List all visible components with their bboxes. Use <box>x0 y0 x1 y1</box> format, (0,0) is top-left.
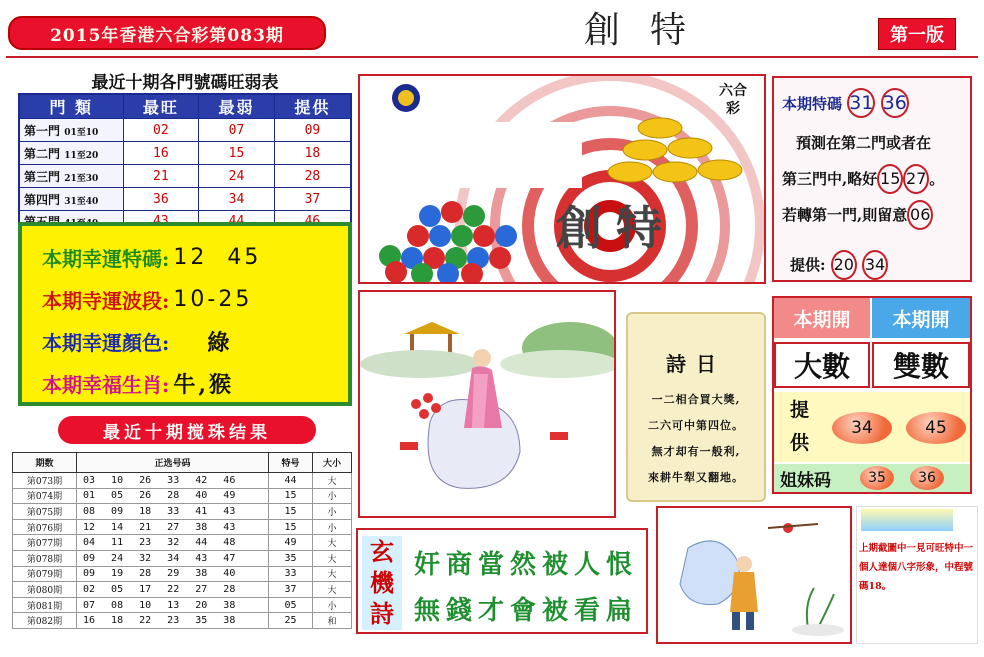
cold-cell: 24 <box>199 165 275 188</box>
size-cell: 小 <box>313 519 352 535</box>
nums-cell: 04 11 23 32 44 48 <box>77 535 269 551</box>
table-row <box>19 188 351 211</box>
offer-cell: 37 <box>274 188 351 211</box>
col-header-offer: 提供 <box>274 94 351 119</box>
special-c3: 06 <box>907 200 933 230</box>
traveler-illustration <box>656 506 852 644</box>
hill-left <box>360 350 480 378</box>
logo-text: 六合彩 <box>719 83 747 117</box>
size-cell: 大 <box>313 535 352 551</box>
special-line-2 <box>782 164 944 194</box>
cold-cell: 15 <box>199 142 275 165</box>
issue-title: 2015年香港六合彩第083期 <box>8 16 326 50</box>
sister-ball-2: 36 <box>910 466 944 490</box>
header-divider <box>6 56 978 58</box>
nums-cell: 09 19 28 29 38 40 <box>77 566 269 582</box>
big-number-label: 大數 <box>774 342 870 388</box>
gate-range: 31至40 <box>64 196 99 207</box>
special-line-2-text: 第三門中,略好 <box>782 170 878 188</box>
period-cell: 第077期 <box>13 535 77 551</box>
gate-range: 01至10 <box>64 127 99 138</box>
results-table <box>12 452 352 629</box>
lucky-color-row <box>22 320 348 362</box>
lucky-special-label: 本期幸運特碼: <box>42 246 170 271</box>
special-cell: 15 <box>269 504 313 520</box>
special-c2: 27 <box>903 164 929 194</box>
special-offer-label: 提供: <box>790 256 826 274</box>
poem-line: 來耕牛犁又翻地。 <box>648 471 744 484</box>
offer-ball-1: 34 <box>832 412 892 444</box>
gate-table <box>18 93 352 235</box>
special-cell: 35 <box>269 550 313 566</box>
size-cell: 大 <box>313 550 352 566</box>
period-cell: 第073期 <box>13 473 77 489</box>
poem-title: 詩日 <box>666 352 726 376</box>
table-row <box>13 613 352 629</box>
special-cell: 15 <box>269 519 313 535</box>
ground-shadow <box>792 624 844 636</box>
plant-icon <box>807 588 834 628</box>
col-header-nums: 正选号码 <box>77 453 269 473</box>
offer-label: 提供 <box>790 399 810 454</box>
special-line-1: 預測在第二門或者在 <box>796 134 932 152</box>
col-header-cold: 最弱 <box>199 94 275 119</box>
nums-cell: 09 24 32 34 43 47 <box>77 550 269 566</box>
period-cell: 第081期 <box>13 597 77 613</box>
period-cell: 第076期 <box>13 519 77 535</box>
size-cell: 小 <box>313 488 352 504</box>
main-title: 創特 <box>583 9 716 51</box>
odd-even-header-right: 本期開 <box>872 298 970 338</box>
table-row <box>13 473 352 489</box>
sister-ball-1: 35 <box>860 466 894 490</box>
special-c1: 15 <box>877 164 903 194</box>
col-header-hot: 最旺 <box>123 94 199 119</box>
lucky-zodiac-value: 牛,猴 <box>173 371 235 398</box>
special-offer-row <box>790 250 888 280</box>
gate-cell <box>19 188 123 211</box>
special-cell: 44 <box>269 473 313 489</box>
special-cell: 25 <box>269 613 313 629</box>
size-cell: 小 <box>313 597 352 613</box>
special-line-3-text: 若轉第一門,則留意 <box>782 206 908 224</box>
lantern-icon <box>783 523 793 533</box>
gate-cell <box>19 142 123 165</box>
lucky-special-row <box>22 236 348 278</box>
col-header-gate: 門 類 <box>19 94 123 119</box>
table-row <box>13 582 352 598</box>
note-text: 上期截圖中一見可旺特中一個人達個八字形象，中程號碼18。 <box>859 543 974 592</box>
even-number-label: 雙數 <box>872 342 970 388</box>
lucky-color-value: 綠 <box>207 329 233 356</box>
odd-even-header-left: 本期開 <box>774 298 870 338</box>
nums-cell: 02 05 17 22 27 28 <box>77 582 269 598</box>
gate-name: 第一門 <box>24 123 61 138</box>
gate-table-header <box>19 94 351 119</box>
period-cell: 第082期 <box>13 613 77 629</box>
sister-code-label: 姐妹码 <box>780 470 831 491</box>
special-label: 本期特碼 <box>782 95 843 113</box>
gate-cell <box>19 119 123 142</box>
nums-cell: 03 10 26 33 42 46 <box>77 473 269 489</box>
lucky-special-value: 12 45 <box>173 244 262 270</box>
results-title: 最近十期搅珠结果 <box>58 416 316 444</box>
lucky-zodiac-label: 本期幸福生肖: <box>42 372 170 397</box>
cold-cell: 07 <box>199 119 275 142</box>
offer-cell: 28 <box>274 165 351 188</box>
size-cell: 大 <box>313 566 352 582</box>
table-row <box>13 550 352 566</box>
size-cell: 大 <box>313 473 352 489</box>
nums-cell: 07 08 10 13 20 38 <box>77 597 269 613</box>
special-cell: 49 <box>269 535 313 551</box>
poem-line: 一二相合買大獎, <box>651 393 741 406</box>
table-row <box>13 488 352 504</box>
feature-illustration <box>358 74 766 284</box>
edition-badge: 第一版 <box>878 18 956 50</box>
blank-panel <box>390 122 582 188</box>
hot-cell: 21 <box>123 165 199 188</box>
poem-line: 無才却有一般利, <box>651 445 741 458</box>
period-cell: 第080期 <box>13 582 77 598</box>
scholar-illustration-svg <box>360 292 614 516</box>
hot-cell: 16 <box>123 142 199 165</box>
special-cell: 05 <box>269 597 313 613</box>
lucky-wave-value: 10-25 <box>173 286 253 312</box>
special-offer-1: 20 <box>831 250 857 280</box>
special-number-panel <box>772 76 972 282</box>
special-cell: 15 <box>269 488 313 504</box>
gate-range: 11至20 <box>64 150 99 161</box>
special-label-row <box>782 88 909 118</box>
nums-cell: 16 18 22 23 35 38 <box>77 613 269 629</box>
period-cell: 第078期 <box>13 550 77 566</box>
table-row <box>19 165 351 188</box>
col-header-size: 大小 <box>313 453 352 473</box>
special-num-2: 36 <box>881 88 909 118</box>
col-header-period: 期数 <box>13 453 77 473</box>
hill-right <box>500 350 614 378</box>
note-panel <box>856 506 978 644</box>
special-num-1: 31 <box>847 88 875 118</box>
traveler-illustration-svg <box>658 508 850 642</box>
sister-code-row <box>774 464 970 492</box>
lucky-wave-label: 本期寺運波段: <box>42 288 170 313</box>
odd-even-panel <box>772 296 972 494</box>
size-cell: 大 <box>313 582 352 598</box>
special-cell: 37 <box>269 582 313 598</box>
offer-ball-2: 45 <box>906 412 966 444</box>
xuanji-line-2: 無錢才會被看扁 <box>414 596 639 626</box>
table-row <box>13 597 352 613</box>
lucky-wave-row <box>22 278 348 320</box>
hot-cell: 36 <box>123 188 199 211</box>
offer-cell: 09 <box>274 119 351 142</box>
gate-name: 第二門 <box>24 146 61 161</box>
nums-cell: 12 14 21 27 38 43 <box>77 519 269 535</box>
feature-big-text: 創特 <box>556 201 676 255</box>
gate-name: 第三門 <box>24 169 61 184</box>
col-header-special: 特号 <box>269 453 313 473</box>
results-header <box>13 453 352 473</box>
gate-name: 第四門 <box>24 192 61 207</box>
hot-cell: 02 <box>123 119 199 142</box>
special-cell: 33 <box>269 566 313 582</box>
period-cell: 第075期 <box>13 504 77 520</box>
rock-icon <box>680 541 739 605</box>
special-offer-2: 34 <box>862 250 888 280</box>
lucky-zodiac-row <box>22 362 348 404</box>
logo-inner-icon <box>398 90 414 106</box>
gate-cell <box>19 165 123 188</box>
table-row <box>13 504 352 520</box>
nums-cell: 01 05 26 28 40 49 <box>77 488 269 504</box>
offer-row <box>774 392 970 462</box>
table-row <box>19 119 351 142</box>
special-line-2-end: 。 <box>929 170 945 188</box>
poem-line: 二六可中第四位。 <box>648 419 744 432</box>
branch-line <box>768 524 818 528</box>
table-row <box>13 535 352 551</box>
period-cell: 第079期 <box>13 566 77 582</box>
table-row <box>19 142 351 165</box>
poem-scroll <box>626 312 766 502</box>
scholar-illustration <box>358 290 616 518</box>
gate-range: 21至30 <box>64 173 99 184</box>
gate-table-title: 最近十期各門號碼旺弱表 <box>91 73 279 93</box>
nums-cell: 08 09 18 33 41 43 <box>77 504 269 520</box>
table-row <box>13 566 352 582</box>
xuanji-line-1: 奸商當然被人恨 <box>414 550 639 580</box>
offer-cell: 18 <box>274 142 351 165</box>
special-line-3 <box>782 200 933 230</box>
xuanji-poem-panel <box>356 528 648 634</box>
cold-cell: 34 <box>199 188 275 211</box>
xuanji-side-label: 玄機詩 <box>362 536 402 630</box>
size-cell: 和 <box>313 613 352 629</box>
period-cell: 第074期 <box>13 488 77 504</box>
lucky-panel <box>18 222 352 406</box>
size-cell: 小 <box>313 504 352 520</box>
lucky-color-label: 本期幸運顏色: <box>42 330 170 355</box>
note-banner <box>861 509 953 531</box>
table-row <box>13 519 352 535</box>
